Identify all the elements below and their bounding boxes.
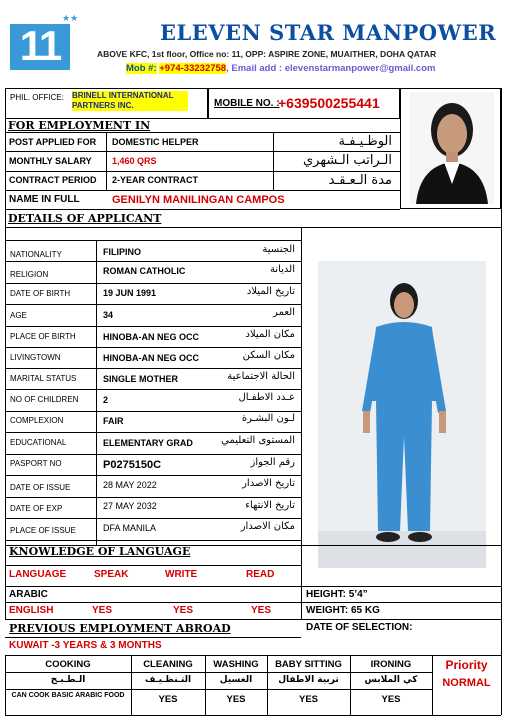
mobile-value: +639500255441 (278, 95, 380, 111)
row-label: PLACE OF ISSUE (10, 526, 76, 535)
lang-name: ARABIC (9, 589, 48, 600)
row-value: SINGLE MOTHER (103, 374, 179, 384)
skill-val-washing: YES (226, 694, 246, 705)
mob-value: +974-33232758 (159, 63, 227, 74)
priority-value: NORMAL (442, 677, 491, 689)
logo-number: 11 (19, 22, 61, 69)
row-label: EDUCATIONAL (10, 438, 67, 447)
logo-stars: ★★ ★ (62, 13, 79, 32)
row-label: COMPLEXION (10, 416, 64, 425)
lang-col-speak: SPEAK (94, 569, 129, 580)
applicant-fullbody-photo (318, 261, 486, 568)
row-label: NATIONALITY (10, 250, 62, 259)
row-value: HINOBA-AN NEG OCC (103, 332, 199, 342)
row-value: 19 JUN 1991 (103, 288, 157, 298)
previous-country: KUWAIT -3 YEARS & 3 MONTHS (9, 640, 162, 651)
skill-ar-cleaning: التـنظـيـف (144, 675, 192, 685)
row-value: HINOBA-AN NEG OCC (103, 353, 199, 363)
row-label: MONTHLY SALARY (9, 156, 92, 166)
row-arabic: لـون البشـرة (241, 413, 295, 424)
skill-val-babysitting: YES (298, 694, 318, 705)
row-label: AGE (10, 311, 27, 320)
skill-ar-babysitting: تربية الاطفال (278, 675, 339, 685)
company-logo (6, 14, 86, 72)
skill-val-cooking: CAN COOK BASIC ARABIC FOOD (11, 692, 125, 699)
row-arabic: مكان السكن (242, 350, 295, 361)
row-value: DFA MANILA (103, 523, 157, 533)
skill-col-ironing: IRONING (370, 659, 412, 670)
row-label: MARITAL STATUS (10, 374, 77, 383)
row-arabic: مكان الاصدار (240, 521, 295, 532)
previous-heading: PREVIOUS EMPLOYMENT ABROAD (9, 622, 231, 635)
row-label: CONTRACT PERIOD (9, 175, 97, 185)
skill-col-priority: Priority (445, 658, 488, 672)
row-value: 27 MAY 2032 (103, 501, 157, 511)
date-of-selection: DATE OF SELECTION: (306, 622, 413, 633)
row-arabic: المستوى التعليمي (221, 435, 295, 446)
row-arabic: مكان الميلاد (245, 329, 295, 340)
row-arabic: عـدد الاطفـال (238, 392, 295, 403)
row-label: PLACE OF BIRTH (10, 332, 76, 341)
row-value: DOMESTIC HELPER (112, 137, 199, 147)
skill-ar-washing: الغسيل (219, 675, 253, 685)
lang-write: YES (173, 605, 194, 616)
row-arabic: الديانة (269, 264, 295, 275)
row-arabic: الحالة الاجتماعية (227, 371, 295, 382)
office-name: BRINELL INTERNATIONAL PARTNERS INC. (72, 91, 188, 111)
row-value: ROMAN CATHOLIC (103, 266, 186, 276)
skill-col-cleaning: CLEANING (143, 659, 193, 670)
row-label: PASPORT NO (10, 459, 62, 468)
row-arabic: تاريخ الانتهاء (245, 500, 295, 511)
row-arabic: رقم الجواز (250, 457, 295, 468)
email-value[interactable]: elevenstarmanpower@gmail.com (284, 63, 436, 74)
row-arabic: تاريخ الاصدار (242, 478, 295, 489)
row-label: RELIGION (10, 270, 49, 279)
lang-read: YES (251, 605, 272, 616)
row-label: DATE OF BIRTH (10, 289, 71, 298)
mob-label: Mob #: (126, 63, 157, 74)
row-value: 2 (103, 395, 109, 405)
lang-name: ENGLISH (9, 605, 54, 616)
employment-heading: FOR EMPLOYMENT IN (8, 119, 151, 132)
row-label: DATE OF ISSUE (10, 483, 71, 492)
lang-col-read: READ (246, 569, 275, 580)
lang-col-write: WRITE (165, 569, 198, 580)
language-heading: KNOWLEDGE OF LANGUAGE (9, 545, 191, 558)
skill-col-washing: WASHING (213, 659, 259, 670)
row-arabic: الـراتب الـشهري (302, 153, 392, 168)
fullname-value: GENILYN MANILINGAN CAMPOS (112, 194, 285, 206)
lang-speak: YES (92, 605, 113, 616)
skill-val-ironing: YES (381, 694, 401, 705)
row-value: 1,460 QRS (112, 156, 157, 166)
applicant-headshot (410, 92, 494, 204)
fullname-label: NAME IN FULL (9, 194, 80, 205)
row-arabic: تاريخ الميلاد (246, 286, 295, 297)
email-label: , Email add : (226, 63, 283, 74)
company-name: ELEVEN STAR MANPOWER (160, 20, 497, 45)
row-label: LIVINGTOWN (10, 353, 61, 362)
row-value: FAIR (103, 416, 124, 426)
row-value: FILIPINO (103, 247, 141, 257)
mobile-label: MOBILE NO. : (214, 98, 280, 109)
details-heading: DETAILS OF APPLICANT (8, 212, 162, 225)
row-value: P0275150C (103, 459, 162, 471)
row-label: DATE OF EXP (10, 504, 63, 513)
row-arabic: الوظـيـفـة (338, 134, 392, 149)
skill-col-cooking: COOKING (45, 659, 91, 670)
row-arabic: الجنسية (262, 244, 295, 255)
skill-ar-ironing: كي الملابس (364, 675, 418, 685)
skill-ar-cooking: الـطـبـخ (50, 675, 86, 685)
company-address: ABOVE KFC, 1st floor, Office no: 11, OPP: ASPIRE ZONE, MUAITHER, DOHA QATAR (97, 49, 437, 59)
row-arabic: العمر (273, 307, 295, 318)
contact-line (126, 63, 435, 74)
row-label: NO OF CHILDREN (10, 395, 79, 404)
row-value: ELEMENTARY GRAD (103, 438, 193, 448)
skill-col-babysitting: BABY SITTING (275, 659, 342, 670)
weight-value: WEIGHT: 65 KG (306, 605, 380, 616)
office-label: PHIL. OFFICE: (10, 93, 64, 102)
height-value: HEIGHT: 5’4” (306, 589, 368, 600)
row-arabic: مدة الـعـقـد (328, 173, 392, 188)
row-value: 34 (103, 310, 114, 320)
row-value: 2-YEAR CONTRACT (112, 175, 199, 185)
lang-col-language: LANGUAGE (9, 569, 67, 580)
skill-val-cleaning: YES (158, 694, 178, 705)
row-label: POST APPLIED FOR (9, 137, 97, 147)
row-value: 28 MAY 2022 (103, 480, 157, 490)
